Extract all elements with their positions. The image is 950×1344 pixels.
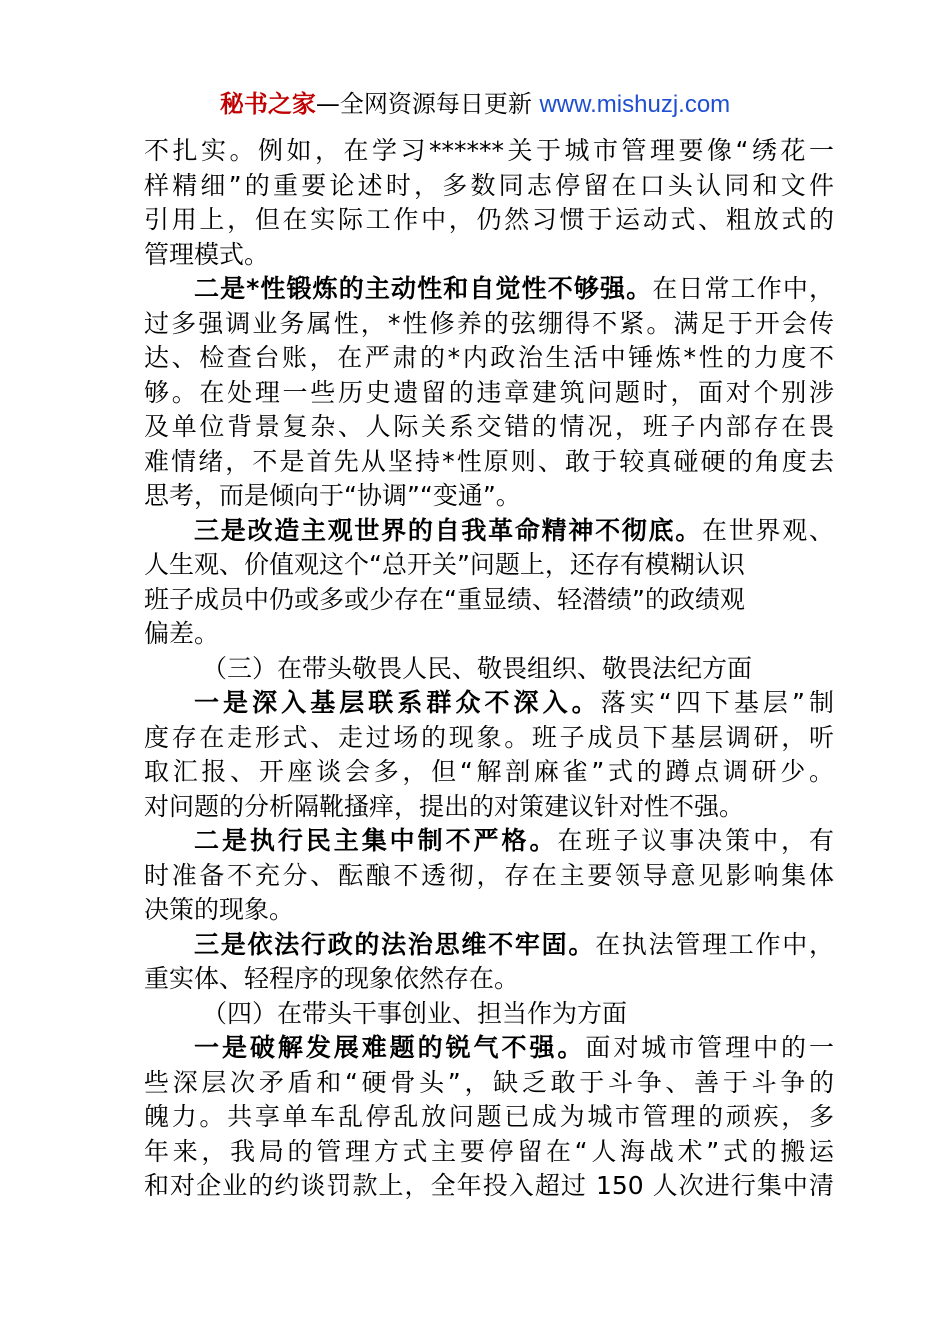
line-text: 达、检查台账，在严肃的*内政治生活中锤炼*性的力度不 bbox=[144, 343, 834, 372]
section-heading bbox=[144, 997, 834, 1032]
text-line bbox=[144, 962, 834, 997]
text-line bbox=[144, 169, 834, 204]
text-line bbox=[144, 755, 834, 790]
line-text: 对问题的分析隔靴搔痒，提出的对策建议针对性不强。 bbox=[144, 791, 745, 821]
text-line bbox=[144, 824, 834, 859]
bold-lead: 二是*性锻炼的主动性和自觉性不够强。 bbox=[194, 274, 653, 303]
line-text: 度存在走形式、走过场的现象。班子成员下基层调研，听 bbox=[144, 722, 834, 752]
document-body bbox=[144, 134, 834, 1204]
line-text: 及单位背景复杂、人际关系交错的情况，班子内部存在畏 bbox=[144, 412, 834, 441]
text-line bbox=[144, 272, 834, 307]
line-text: 年来，我局的管理方式主要停留在“人海战术”式的搬运 bbox=[144, 1136, 834, 1166]
line-text: 管理模式。 bbox=[144, 239, 270, 269]
line-text: 偏差。 bbox=[144, 619, 220, 648]
line-text: 样精细”的重要论述时，多数同志停留在口头认同和文件 bbox=[144, 170, 834, 200]
line-text: 过多强调业务属性，*性修养的弦绷得不紧。满足于开会传 bbox=[144, 308, 834, 338]
line-text: 取汇报、开座谈会多，但“解剖麻雀”式的蹲点调研少。 bbox=[144, 757, 834, 786]
line-text: 在班子议事决策中，有 bbox=[557, 826, 834, 855]
brand-name: 秘书之家 bbox=[219, 90, 316, 118]
site-header bbox=[0, 88, 950, 121]
header-tagline: —全网资源每日更新 bbox=[315, 90, 540, 118]
text-line bbox=[144, 721, 834, 756]
text-line bbox=[144, 479, 834, 514]
text-line bbox=[144, 238, 834, 273]
text-line bbox=[144, 686, 834, 721]
line-text: 决策的现象。 bbox=[144, 895, 295, 924]
text-line bbox=[144, 1169, 834, 1204]
text-line bbox=[144, 893, 834, 928]
bold-lead: 二是执行民主集中制不严格。 bbox=[194, 826, 558, 855]
line-text: （四）在带头干事创业、担当作为方面 bbox=[202, 998, 628, 1028]
text-line bbox=[144, 583, 834, 618]
line-text: （三）在带头敬畏人民、敬畏组织、敬畏法纪方面 bbox=[202, 653, 753, 683]
text-line bbox=[144, 410, 834, 445]
line-text: 人生观、价值观这个“总开关”问题上，还存有模糊认识 bbox=[144, 550, 745, 579]
text-line bbox=[144, 1031, 834, 1066]
text-line bbox=[144, 203, 834, 238]
text-line bbox=[144, 1066, 834, 1101]
line-text: 重实体、轻程序的现象依然存在。 bbox=[144, 964, 520, 993]
text-line bbox=[144, 445, 834, 480]
line-text: 在世界观、 bbox=[702, 515, 834, 545]
text-line bbox=[144, 307, 834, 342]
bold-lead: 三是依法行政的法治思维不牢固。 bbox=[194, 929, 596, 959]
text-line bbox=[144, 928, 834, 963]
line-text: 时准备不充分、酝酿不透彻，存在主要领导意见影响集体 bbox=[144, 860, 834, 890]
line-text: 思考，而是倾向于“协调”“变通”。 bbox=[144, 481, 521, 510]
line-text: 在执法管理工作中， bbox=[595, 929, 834, 959]
site-url-link[interactable]: www.mishuzj.com bbox=[539, 91, 731, 118]
line-text: 面对城市管理中的一 bbox=[585, 1033, 834, 1062]
text-line bbox=[144, 376, 834, 411]
line-text: 和对企业的约谈罚款上，全年投入超过 150 人次进行集中清 bbox=[144, 1171, 834, 1200]
line-text: 班子成员中仍或多或少存在“重显绩、轻潜绩”的政绩观 bbox=[144, 584, 745, 614]
text-line bbox=[144, 617, 834, 652]
text-line bbox=[144, 1100, 834, 1135]
text-line bbox=[144, 548, 834, 583]
line-text: 引用上，但在实际工作中，仍然习惯于运动式、粗放式的 bbox=[144, 205, 834, 234]
bold-lead: 三是改造主观世界的自我革命精神不彻底。 bbox=[194, 515, 703, 545]
line-text: 在日常工作中， bbox=[652, 274, 834, 303]
line-text: 落实“四下基层”制 bbox=[600, 688, 834, 717]
line-text: 难情绪，不是首先从坚持*性原则、敢于较真碰硬的角度去 bbox=[144, 446, 834, 476]
text-line bbox=[144, 1135, 834, 1170]
text-line bbox=[144, 790, 834, 825]
text-line bbox=[144, 341, 834, 376]
bold-lead: 一是深入基层联系群众不深入。 bbox=[194, 688, 601, 717]
text-line bbox=[144, 134, 834, 169]
line-text: 些深层次矛盾和“硬骨头”，缺乏敢于斗争、善于斗争的 bbox=[144, 1067, 834, 1097]
text-line bbox=[144, 859, 834, 894]
line-text: 不扎实。例如，在学习******关于城市管理要像“绣花一 bbox=[144, 136, 834, 165]
bold-lead: 一是破解发展难题的锐气不强。 bbox=[194, 1033, 586, 1062]
line-text: 魄力。共享单车乱停乱放问题已成为城市管理的顽疾，多 bbox=[144, 1102, 834, 1131]
section-heading bbox=[144, 652, 834, 687]
text-line bbox=[144, 514, 834, 549]
line-text: 够。在处理一些历史遗留的违章建筑问题时，面对个别涉 bbox=[144, 377, 834, 407]
